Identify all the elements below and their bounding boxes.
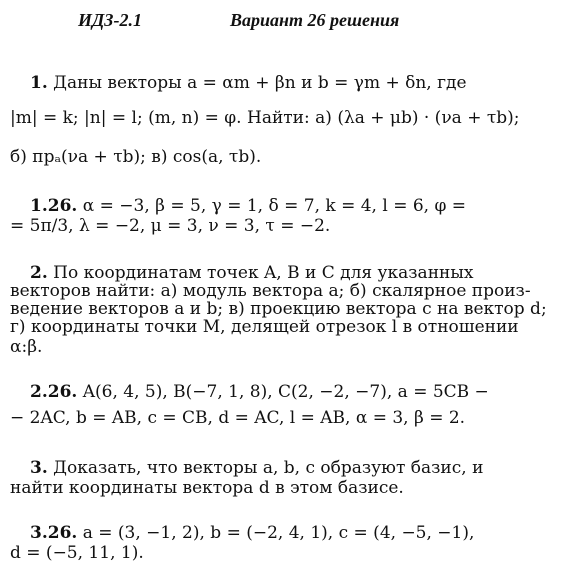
variant-2-line-1 (30, 382, 489, 402)
problem-1-number: 1. (30, 73, 48, 93)
variant-3-text: a = (3, −1, 2), b = (−2, 4, 1), c = (4, −5, −1), (82, 523, 475, 543)
problem-3-number: 3. (30, 458, 48, 478)
problem-1-line-1 (30, 73, 528, 93)
variant-2-text: A(6, 4, 5), B(−7, 1, 8), C(2, −2, −7), a = 5CB − (82, 382, 489, 402)
variant-title: Вариант 26 решения (230, 10, 400, 30)
problem-1-line-2: |m| = k; |n| = l; (m, n) = φ. Найти: а) (λa + μb) · (νa + τb); (10, 108, 520, 128)
variant-1-line-1 (30, 196, 466, 216)
problem-2-line-5: α:β. (10, 337, 43, 357)
problem-2-number: 2. (30, 263, 48, 283)
problem-3-line-2: найти координаты вектора d в этом базисе. (10, 478, 404, 498)
problem-2-line-1 (30, 263, 473, 283)
variant-1-number: 1.26. (30, 196, 78, 216)
problem-2-text: По координатам точек A, B и C для указанных (53, 263, 474, 283)
variant-1-line-2: = 5π/3, λ = −2, μ = 3, ν = 3, τ = −2. (10, 216, 331, 236)
variant-3-line-1 (30, 523, 474, 543)
problem-1-text: Даны векторы a = αm + βn и b = γm + δn, где (53, 73, 467, 93)
variant-2-line-2: − 2AC, b = AB, c = CB, d = AC, l = AB, α = 3, β = 2. (10, 408, 466, 428)
variant-2-number: 2.26. (30, 382, 78, 402)
problem-3-line-1 (30, 458, 483, 478)
problem-3-text: Доказать, что векторы a, b, c образуют базис, и (53, 458, 484, 478)
problem-2-line-2: векторов найти: а) модуль вектора a; б) скалярное произ- (10, 281, 531, 301)
variant-1-text: α = −3, β = 5, γ = 1, δ = 7, k = 4, l = 6, φ = (82, 196, 467, 216)
problem-1-line-3: б) прₐ(νa + τb); в) cos(a, τb). (10, 147, 262, 167)
document-title: ИДЗ-2.1 (78, 10, 142, 30)
variant-3-line-2: d = (−5, 11, 1). (10, 543, 144, 563)
problem-2-line-4: г) координаты точки M, делящей отрезок l в отношении (10, 317, 519, 337)
problem-2-line-3: ведение векторов a и b; в) проекцию вектора c на вектор d; (10, 299, 547, 319)
variant-3-number: 3.26. (30, 523, 78, 543)
